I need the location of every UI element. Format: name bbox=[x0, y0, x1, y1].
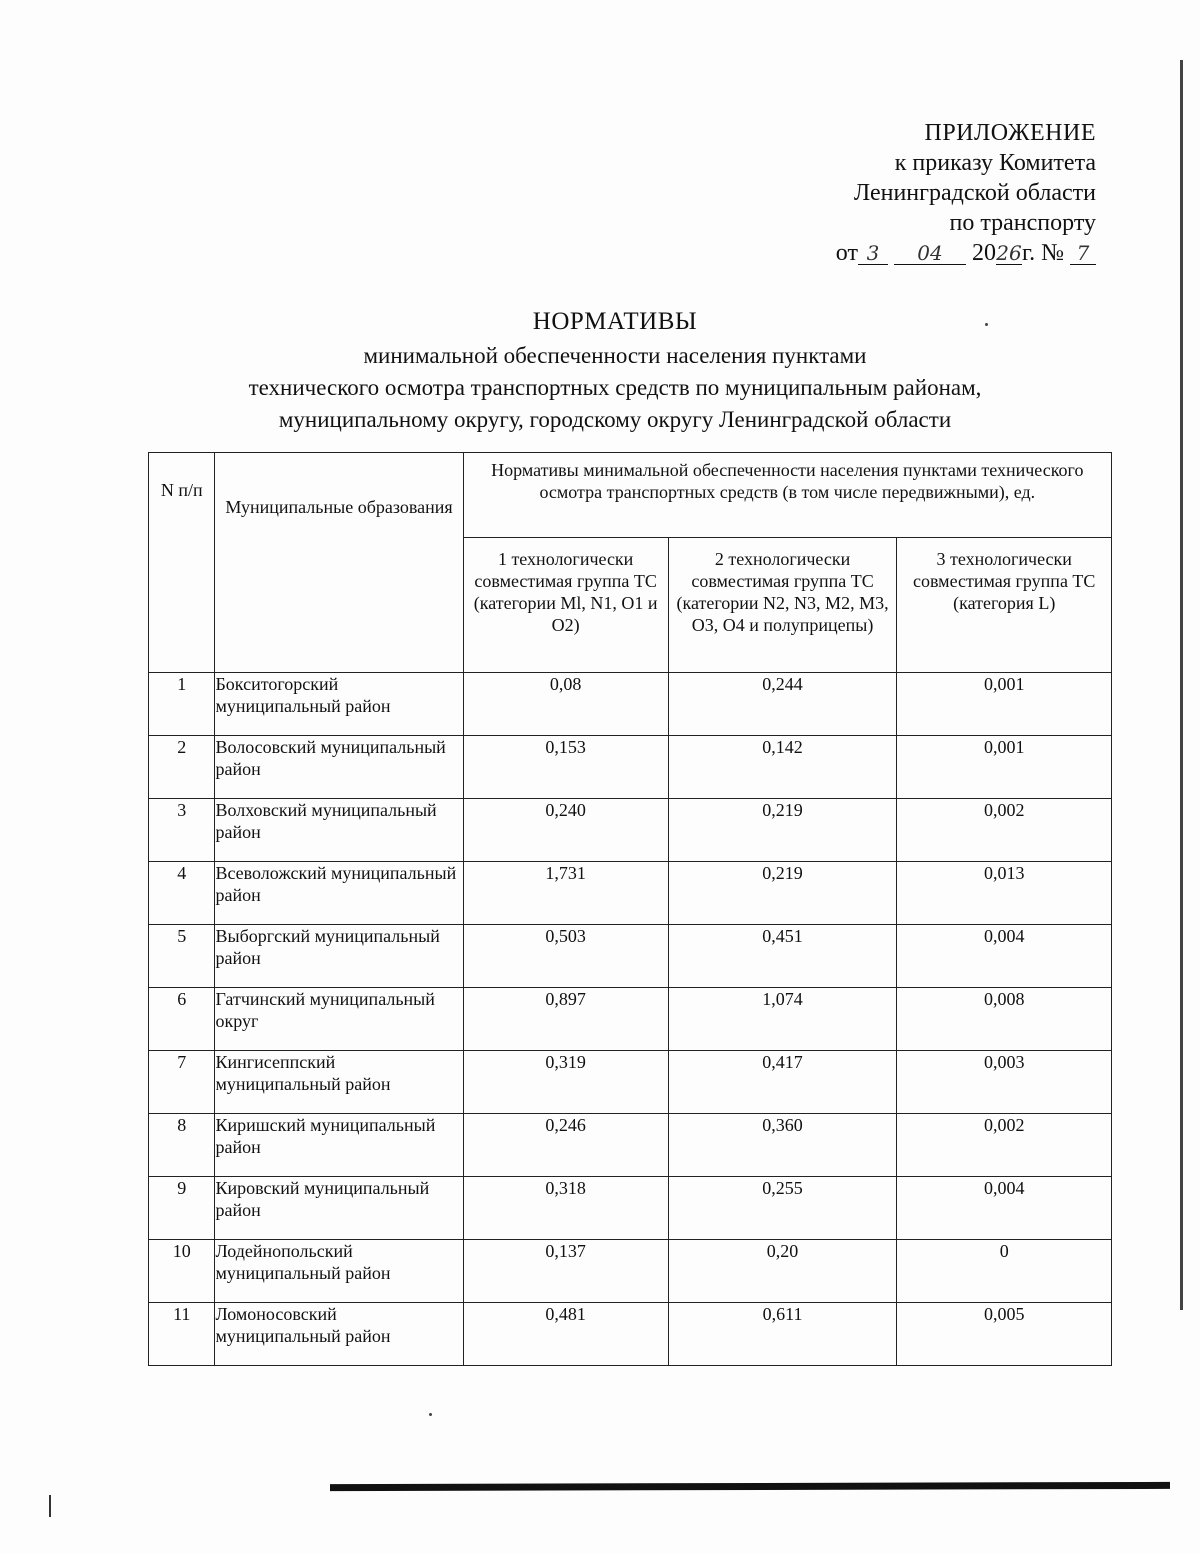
group-2-value: 0,244 bbox=[668, 673, 897, 736]
row-number: 6 bbox=[149, 988, 215, 1051]
municipality-name: Всеволожский муниципальный район bbox=[215, 862, 463, 925]
group-2-value: 0,611 bbox=[668, 1303, 897, 1366]
municipality-name: Волховский муниципальный район bbox=[215, 799, 463, 862]
municipality-name: Выборгский муниципальный район bbox=[215, 925, 463, 988]
header-group-2: 2 технологически совместимая группа ТС (категории N2, N3, M2, M3, O3, O4 и полуприцепы) bbox=[668, 538, 897, 673]
order-number-handwritten: 7 bbox=[1070, 242, 1096, 265]
group-3-value: 0,002 bbox=[897, 799, 1112, 862]
group-2-value: 0,451 bbox=[668, 925, 897, 988]
group-2-value: 0,219 bbox=[668, 862, 897, 925]
row-number: 9 bbox=[149, 1177, 215, 1240]
group-3-value: 0,005 bbox=[897, 1303, 1112, 1366]
year-prefix: 20 bbox=[971, 240, 996, 266]
group-2-value: 0,417 bbox=[668, 1051, 897, 1114]
group-1-value: 0,318 bbox=[463, 1177, 668, 1240]
table-row bbox=[149, 862, 1112, 925]
group-3-value: 0 bbox=[897, 1240, 1112, 1303]
document-subtitle-line: технического осмотра транспортных средств по муниципальным районам, bbox=[248, 375, 982, 400]
group-1-value: 0,246 bbox=[463, 1114, 668, 1177]
row-number: 10 bbox=[149, 1240, 215, 1303]
norms-table bbox=[148, 452, 1112, 1366]
header-norms: Нормативы минимальной обеспеченности населения пунктами технического осмотра транспортных средств (в том числе передвижными), ед. bbox=[463, 453, 1111, 538]
group-1-value: 0,897 bbox=[463, 988, 668, 1051]
order-date-line bbox=[836, 238, 1096, 268]
group-3-value: 0,002 bbox=[897, 1114, 1112, 1177]
row-number: 4 bbox=[149, 862, 215, 925]
group-3-value: 0,008 bbox=[897, 988, 1112, 1051]
group-1-value: 0,503 bbox=[463, 925, 668, 988]
header-group-3: 3 технологически совместимая группа ТС (категория L) bbox=[897, 538, 1112, 673]
group-1-value: 0,153 bbox=[463, 736, 668, 799]
year-postfix: г. № bbox=[1021, 240, 1064, 266]
scan-bottom-bar bbox=[330, 1482, 1170, 1491]
group-2-value: 0,360 bbox=[668, 1114, 897, 1177]
table-row bbox=[149, 1303, 1112, 1366]
municipality-name: Кировский муниципальный район bbox=[215, 1177, 463, 1240]
order-year-handwritten: 26 bbox=[996, 241, 1022, 265]
order-month-handwritten: 04 bbox=[894, 242, 966, 265]
municipality-name: Волосовский муниципальный район bbox=[215, 736, 463, 799]
group-1-value: 1,731 bbox=[463, 862, 668, 925]
group-1-value: 0,319 bbox=[463, 1051, 668, 1114]
row-number: 11 bbox=[149, 1303, 215, 1366]
group-2-value: 1,074 bbox=[668, 988, 897, 1051]
group-3-value: 0,001 bbox=[897, 736, 1112, 799]
table-row bbox=[149, 1240, 1112, 1303]
table-row bbox=[149, 673, 1112, 736]
municipality-name: Киришский муниципальный район bbox=[215, 1114, 463, 1177]
row-number: 2 bbox=[149, 736, 215, 799]
group-1-value: 0,137 bbox=[463, 1240, 668, 1303]
appendix-line: к приказу Комитета bbox=[894, 150, 1096, 176]
header-municipality: Муниципальные образования bbox=[215, 453, 463, 673]
group-1-value: 0,08 bbox=[463, 673, 668, 736]
group-3-value: 0,004 bbox=[897, 925, 1112, 988]
document-subtitle-line: муниципальному округу, городскому округу Ленинградской области bbox=[278, 407, 952, 432]
municipality-name: Бокситогорский муниципальный район bbox=[215, 673, 463, 736]
group-1-value: 0,481 bbox=[463, 1303, 668, 1366]
row-number: 1 bbox=[149, 673, 215, 736]
group-3-value: 0,001 bbox=[897, 673, 1112, 736]
scan-margin-mark bbox=[49, 1495, 51, 1517]
appendix-block bbox=[836, 118, 1096, 268]
table-row bbox=[149, 736, 1112, 799]
group-3-value: 0,013 bbox=[897, 862, 1112, 925]
scan-edge-line bbox=[1180, 60, 1183, 1310]
row-number: 5 bbox=[149, 925, 215, 988]
table-row bbox=[149, 1114, 1112, 1177]
row-number: 7 bbox=[149, 1051, 215, 1114]
document-title: НОРМАТИВЫ bbox=[532, 308, 698, 335]
table-row bbox=[149, 988, 1112, 1051]
municipality-name: Лодейнопольский муниципальный район bbox=[215, 1240, 463, 1303]
group-2-value: 0,219 bbox=[668, 799, 897, 862]
document-heading bbox=[0, 306, 1200, 436]
header-num: N п/п bbox=[149, 453, 215, 673]
appendix-title: ПРИЛОЖЕНИЕ bbox=[924, 120, 1096, 146]
table-row bbox=[149, 799, 1112, 862]
table-row bbox=[149, 1051, 1112, 1114]
group-2-value: 0,255 bbox=[668, 1177, 897, 1240]
municipality-name: Ломоносовский муниципальный район bbox=[215, 1303, 463, 1366]
table-header-row bbox=[149, 453, 1112, 538]
group-2-value: 0,142 bbox=[668, 736, 897, 799]
group-3-value: 0,004 bbox=[897, 1177, 1112, 1240]
table-row bbox=[149, 1177, 1112, 1240]
group-1-value: 0,240 bbox=[463, 799, 668, 862]
appendix-line: по транспорту bbox=[949, 210, 1096, 236]
row-number: 8 bbox=[149, 1114, 215, 1177]
municipality-name: Гатчинский муниципальный округ bbox=[215, 988, 463, 1051]
appendix-line: Ленинградской области bbox=[853, 180, 1096, 206]
scan-speck bbox=[429, 1413, 432, 1416]
header-group-1: 1 технологически совместимая группа ТС (категории Ml, N1, O1 и O2) bbox=[463, 538, 668, 673]
group-3-value: 0,003 bbox=[897, 1051, 1112, 1114]
municipality-name: Кингисеппский муниципальный район bbox=[215, 1051, 463, 1114]
row-number: 3 bbox=[149, 799, 215, 862]
date-prefix: от bbox=[835, 240, 858, 266]
group-2-value: 0,20 bbox=[668, 1240, 897, 1303]
document-subtitle-line: минимальной обеспеченности населения пунктами bbox=[363, 343, 867, 368]
order-day-handwritten: 3 bbox=[858, 242, 888, 265]
table-row bbox=[149, 925, 1112, 988]
